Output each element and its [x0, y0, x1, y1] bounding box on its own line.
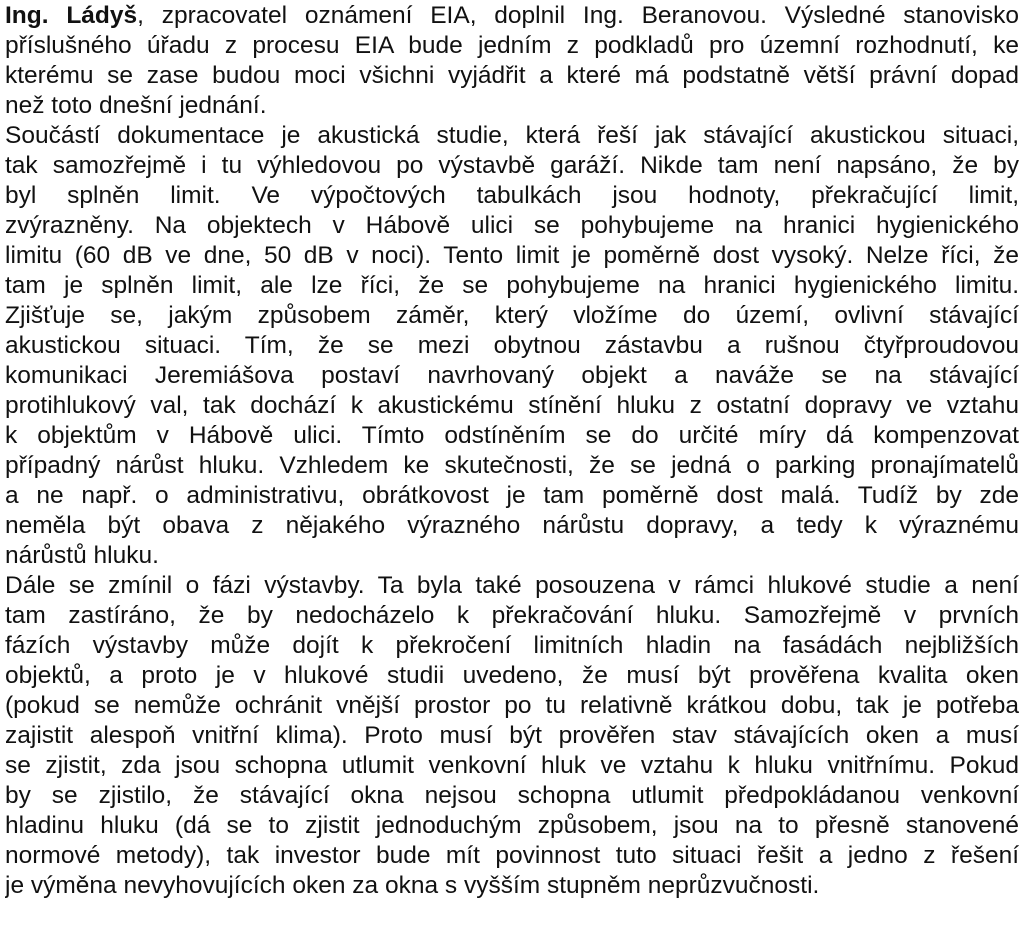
document-page — [5, 1, 1019, 935]
text-line: akustickou situaci. Tím, že se mezi obytnou zástavbu a rušnou čtyřproudovou — [5, 332, 1019, 359]
text-line: normové metody), tak investor bude mít povinnost tuto situaci řešit a jedno z řešení — [5, 842, 1019, 869]
text-line: objektů, a proto je v hlukové studii uvedeno, že musí být prověřena kvalita oken — [5, 662, 1019, 689]
line-text: , zpracovatel oznámení EIA, doplnil Ing. Beranovou. Výsledné stanovisko — [137, 2, 1019, 29]
text-line: Zjišťuje se, jakým způsobem záměr, který vložíme do území, ovlivní stávající — [5, 302, 1019, 329]
text-line: se zjistit, zda jsou schopna utlumit venkovní hluk ve vztahu k hluku vnitřnímu. Pokud — [5, 752, 1019, 779]
text-line: tam zastíráno, že by nedocházelo k překračování hluku. Samozřejmě v prvních — [5, 602, 1019, 629]
paragraph-1 — [5, 1, 1019, 121]
text-line: fázích výstavby může dojít k překročení limitních hladin na fasádách nejbližších — [5, 632, 1019, 659]
text-line: případný nárůst hluku. Vzhledem ke skutečnosti, že se jedná o parking pronajímatelů — [5, 452, 1019, 479]
text-line: kterému se zase budou moci všichni vyjádřit a které má podstatně větší právní dopad — [5, 62, 1019, 89]
text-line: zvýrazněny. Na objektech v Hábově ulici se pohybujeme na hranici hygienického — [5, 212, 1019, 239]
text-line: tak samozřejmě i tu výhledovou po výstavbě garáží. Nikde tam není napsáno, že by — [5, 152, 1019, 179]
text-line: Dále se zmínil o fázi výstavby. Ta byla také posouzena v rámci hlukové studie a není — [5, 572, 1019, 599]
text-line: je výměna nevyhovujících oken za okna s vyšším stupněm neprůzvučnosti. — [5, 872, 820, 899]
text-line: protihlukový val, tak dochází k akustickému stínění hluku z ostatní dopravy ve vztahu — [5, 392, 1019, 419]
text-line: Součástí dokumentace je akustická studie, která řeší jak stávající akustickou situaci, — [5, 122, 1019, 149]
text-line: (pokud se nemůže ochránit vnější prostor po tu relativně krátkou dobu, tak je potřeba — [5, 692, 1019, 719]
text-line: tam je splněn limit, ale lze říci, že se pohybujeme na hranici hygienického limitu. — [5, 272, 1019, 299]
text-line: nárůstů hluku. — [5, 542, 159, 569]
text-line: zajistit alespoň vnitřní klima). Proto musí být prověřen stav stávajících oken a musí — [5, 722, 1019, 749]
text-line: neměla být obava z nějakého výrazného nárůstu dopravy, a tedy k výraznému — [5, 512, 1019, 539]
text-line: a ne např. o administrativu, obrátkovost je tam poměrně dost malá. Tudíž by zde — [5, 482, 1019, 509]
speaker-name: Ing. Ládyš — [5, 2, 138, 29]
text-line — [5, 1, 1019, 31]
text-line: byl splněn limit. Ve výpočtových tabulkách jsou hodnoty, překračující limit, — [5, 182, 1019, 209]
paragraph-3 — [5, 571, 1019, 901]
text-line: k objektům v Hábově ulici. Tímto odstíněním se do určité míry dá kompenzovat — [5, 422, 1019, 449]
text-line: než toto dnešní jednání. — [5, 92, 267, 119]
paragraph-2 — [5, 121, 1019, 571]
text-line: příslušného úřadu z procesu EIA bude jedním z podkladů pro územní rozhodnutí, ke — [5, 32, 1019, 59]
text-line: hladinu hluku (dá se to zjistit jednoduchým způsobem, jsou na to přesně stanovené — [5, 812, 1019, 839]
text-line: komunikaci Jeremiášova postaví navrhovaný objekt a naváže se na stávající — [5, 362, 1019, 389]
text-line: limitu (60 dB ve dne, 50 dB v noci). Tento limit je poměrně dost vysoký. Nelze říci, že — [5, 242, 1019, 269]
text-line: by se zjistilo, že stávající okna nejsou schopna utlumit předpokládanou venkovní — [5, 782, 1019, 809]
